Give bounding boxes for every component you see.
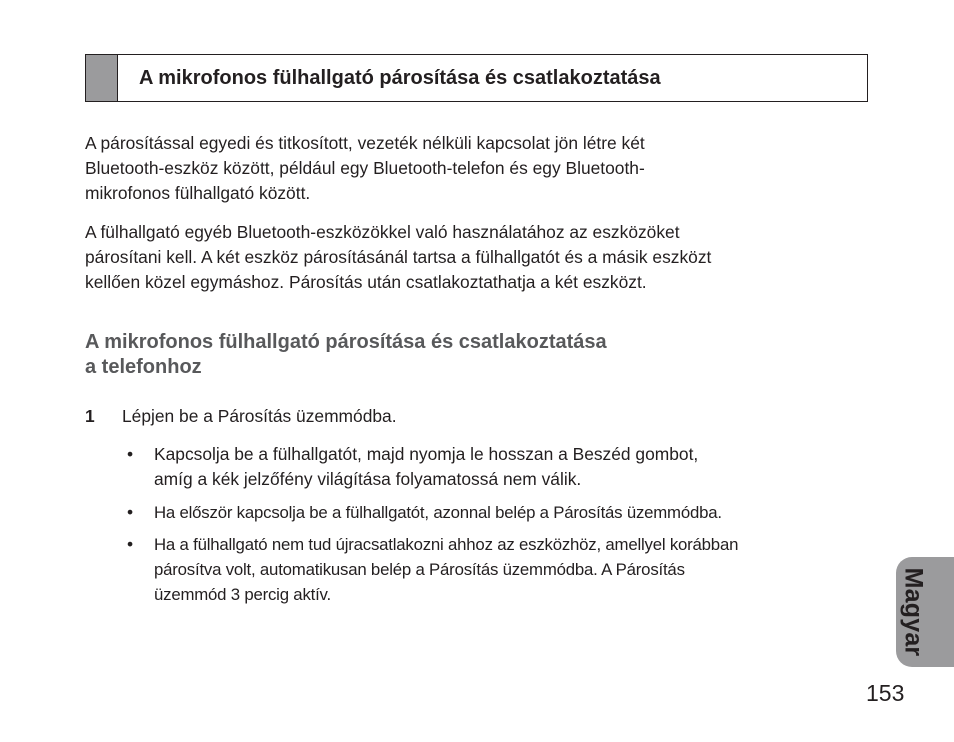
bullet-dot: • [127,444,134,464]
title-tab-marker [86,55,118,101]
paragraph-line: mikrofonos fülhallgató között. [85,183,311,203]
step-number: 1 [85,406,95,426]
paragraph-line: kellően közel egymáshoz. Párosítás után csatlakoztathatja a két eszközt. [85,272,647,292]
paragraph-line: A fülhallgató egyéb Bluetooth-eszközökkel való használatához az eszközöket [85,222,680,242]
section-heading [85,330,607,380]
bullet-text [154,442,698,492]
step-item [85,404,397,429]
page-title: A mikrofonos fülhallgató párosítása és csatlakoztatása [139,66,661,89]
paragraph-line: párosítani kell. A két eszköz párosításánál tartsa a fülhallgatót és a másik eszközt [85,247,712,267]
paragraph-line: Bluetooth-eszköz között, például egy Bluetooth-telefon és egy Bluetooth- [85,158,645,178]
bullet-text [154,532,738,607]
page-number: 153 [866,680,905,706]
paragraph-line: A párosítással egyedi és titkosított, vezeték nélküli kapcsolat jön létre két [85,133,645,153]
bullet-text [154,500,722,525]
intro-paragraph-2 [85,220,875,295]
bullet-line: üzemmód 3 percig aktív. [154,585,331,604]
bullet-line: Ha a fülhallgató nem tud újracsatlakozni ahhoz az eszközhöz, amellyel korábban [154,535,739,554]
bullet-dot: • [127,502,134,522]
bullet-line: amíg a kék jelzőfény világítása folyamatossá nem válik. [154,469,582,489]
section-heading-line: A mikrofonos fülhallgató párosítása és csatlakoztatása [85,331,607,353]
bullet-dot: • [127,534,134,554]
step-text: Lépjen be a Párosítás üzemmódba. [122,406,397,426]
bullet-line: Ha először kapcsolja be a fülhallgatót, azonnal belép a Párosítás üzemmódba. [154,503,722,522]
section-heading-line: a telefonhoz [85,356,202,378]
language-tab-label: Magyar [899,567,928,657]
section-title-box [85,54,868,102]
bullet-line: Kapcsolja be a fülhallgatót, majd nyomja le hosszan a Beszéd gombot, [154,444,699,464]
bullet-line: párosítva volt, automatikusan belép a Párosítás üzemmódba. A Párosítás [154,560,685,579]
intro-paragraph-1 [85,131,875,206]
